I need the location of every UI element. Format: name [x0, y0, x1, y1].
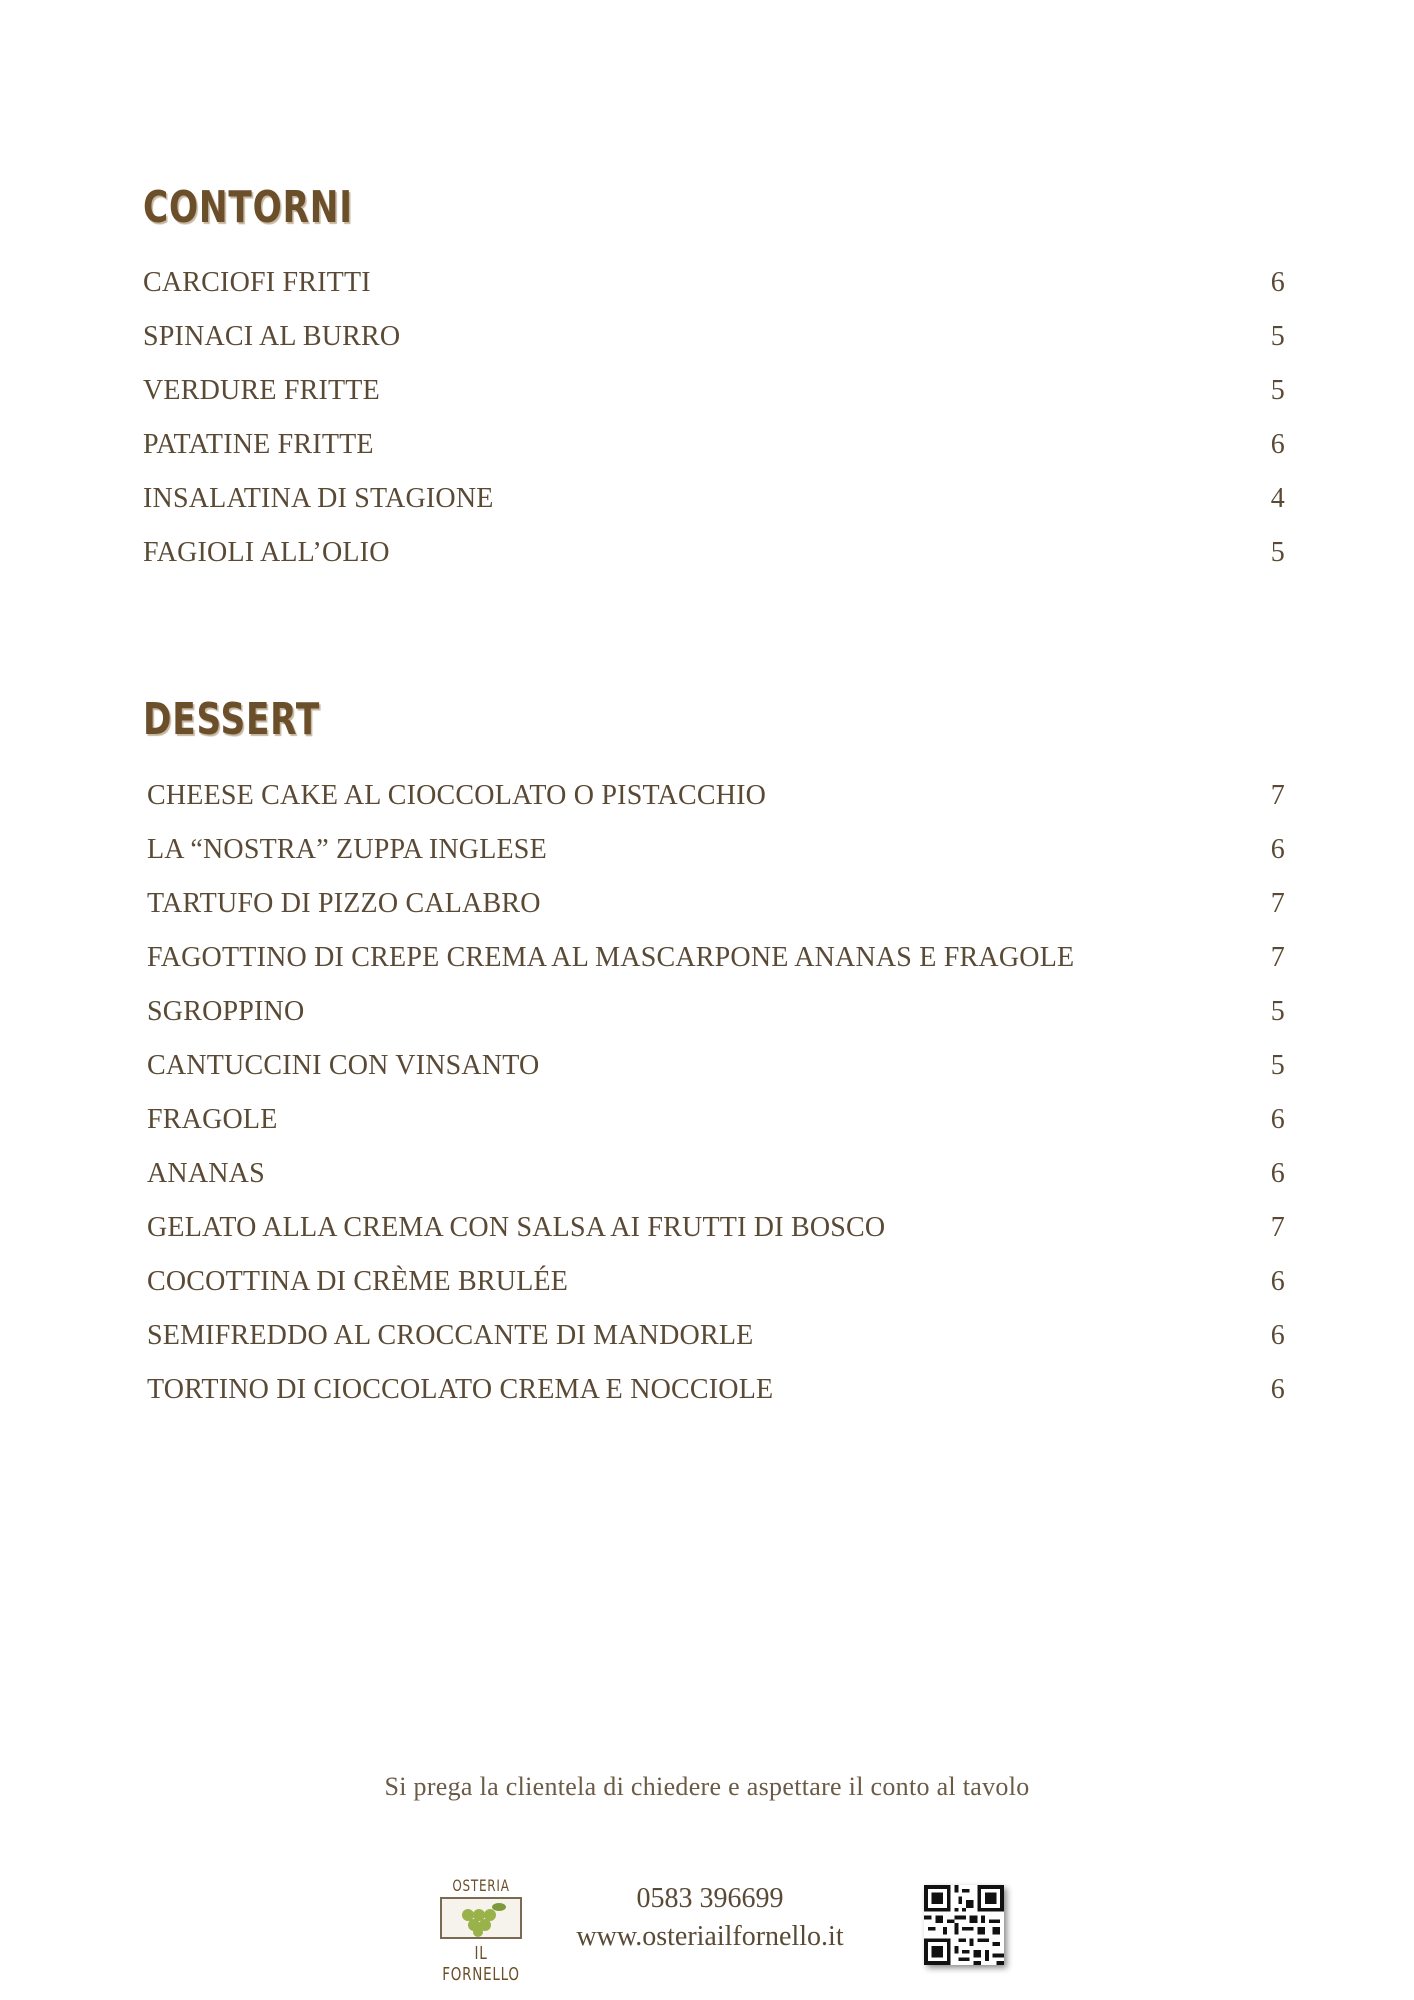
contact-block — [560, 1880, 860, 1956]
dessert-item-name: CHEESE CAKE AL CIOCCOLATO O PISTACCHIO — [147, 780, 767, 811]
dessert-item-price: 5 — [1270, 1050, 1285, 1081]
dessert-item-name: SEMIFREDDO AL CROCCANTE DI MANDORLE — [147, 1320, 754, 1351]
contorni-item — [143, 256, 1285, 310]
dessert-item — [147, 931, 1285, 985]
contorni-title: CONTORNI — [143, 182, 353, 233]
dessert-item — [147, 1255, 1285, 1309]
logo-top-text: OSTERIA — [452, 1876, 510, 1895]
dessert-item-name: ANANAS — [147, 1158, 265, 1189]
contorni-item-price: 6 — [1270, 267, 1285, 298]
dessert-item-name: GELATO ALLA CREMA CON SALSA AI FRUTTI DI BOSCO — [147, 1212, 886, 1243]
contorni-item-name: FAGIOLI ALL’OLIO — [143, 537, 390, 568]
dessert-item-price: 7 — [1270, 780, 1285, 811]
dessert-item-name: CANTUCCINI CON VINSANTO — [147, 1050, 540, 1081]
qr-code-icon[interactable] — [924, 1885, 1004, 1965]
dessert-item-price: 7 — [1270, 888, 1285, 919]
contorni-item-price: 4 — [1270, 483, 1285, 514]
footer-note: Si prega la clientela di chiedere e aspettare il conto al tavolo — [384, 1772, 1030, 1801]
website-link[interactable]: www.osteriailfornello.it — [576, 1921, 844, 1952]
dessert-list — [147, 769, 1285, 1417]
dessert-item — [147, 769, 1285, 823]
dessert-item — [147, 1363, 1285, 1417]
dessert-item-name: SGROPPINO — [147, 996, 305, 1027]
dessert-item-name: LA “NOSTRA” ZUPPA INGLESE — [147, 834, 547, 865]
grapes-logo-icon — [440, 1897, 522, 1939]
dessert-title: DESSERT — [143, 694, 321, 745]
contorni-item-price: 5 — [1270, 321, 1285, 352]
contorni-item-name: INSALATINA DI STAGIONE — [143, 483, 494, 514]
dessert-item-name: TORTINO DI CIOCCOLATO CREMA E NOCCIOLE — [147, 1374, 774, 1405]
contorni-item-price: 6 — [1270, 429, 1285, 460]
dessert-item-price: 5 — [1270, 996, 1285, 1027]
dessert-item — [147, 985, 1285, 1039]
contorni-item — [143, 526, 1285, 580]
dessert-item-name: COCOTTINA DI CRÈME BRULÉE — [147, 1266, 569, 1297]
contorni-item-name: VERDURE FRITTE — [143, 375, 380, 406]
dessert-item-price: 6 — [1270, 1266, 1285, 1297]
contorni-list — [143, 256, 1285, 580]
dessert-item-name: TARTUFO DI PIZZO CALABRO — [147, 888, 541, 919]
dessert-item-price: 6 — [1270, 1104, 1285, 1135]
contorni-item — [143, 364, 1285, 418]
dessert-item-price: 6 — [1270, 834, 1285, 865]
contorni-item — [143, 472, 1285, 526]
dessert-item — [147, 1147, 1285, 1201]
dessert-item-name: FRAGOLE — [147, 1104, 278, 1135]
dessert-item — [147, 877, 1285, 931]
contorni-item-price: 5 — [1270, 375, 1285, 406]
logo-bottom-text: IL FORNELLO — [442, 1943, 520, 1985]
dessert-item-price: 6 — [1270, 1158, 1285, 1189]
dessert-item — [147, 1309, 1285, 1363]
dessert-item — [147, 1039, 1285, 1093]
dessert-item — [147, 1093, 1285, 1147]
phone-number: 0583 396699 — [636, 1883, 784, 1914]
contorni-item-name: PATATINE FRITTE — [143, 429, 374, 460]
dessert-item — [147, 823, 1285, 877]
dessert-item-price: 7 — [1270, 942, 1285, 973]
contorni-item-name: SPINACI AL BURRO — [143, 321, 401, 352]
dessert-item-name: FAGOTTINO DI CREPE CREMA AL MASCARPONE ANANAS E FRAGOLE — [147, 942, 1075, 973]
osteria-logo — [428, 1876, 534, 1985]
dessert-item-price: 6 — [1270, 1320, 1285, 1351]
dessert-item-price: 7 — [1270, 1212, 1285, 1243]
contorni-item-price: 5 — [1270, 537, 1285, 568]
dessert-item-price: 6 — [1270, 1374, 1285, 1405]
contorni-item — [143, 310, 1285, 364]
contorni-item — [143, 418, 1285, 472]
contorni-item-name: CARCIOFI FRITTI — [143, 267, 371, 298]
dessert-item — [147, 1201, 1285, 1255]
